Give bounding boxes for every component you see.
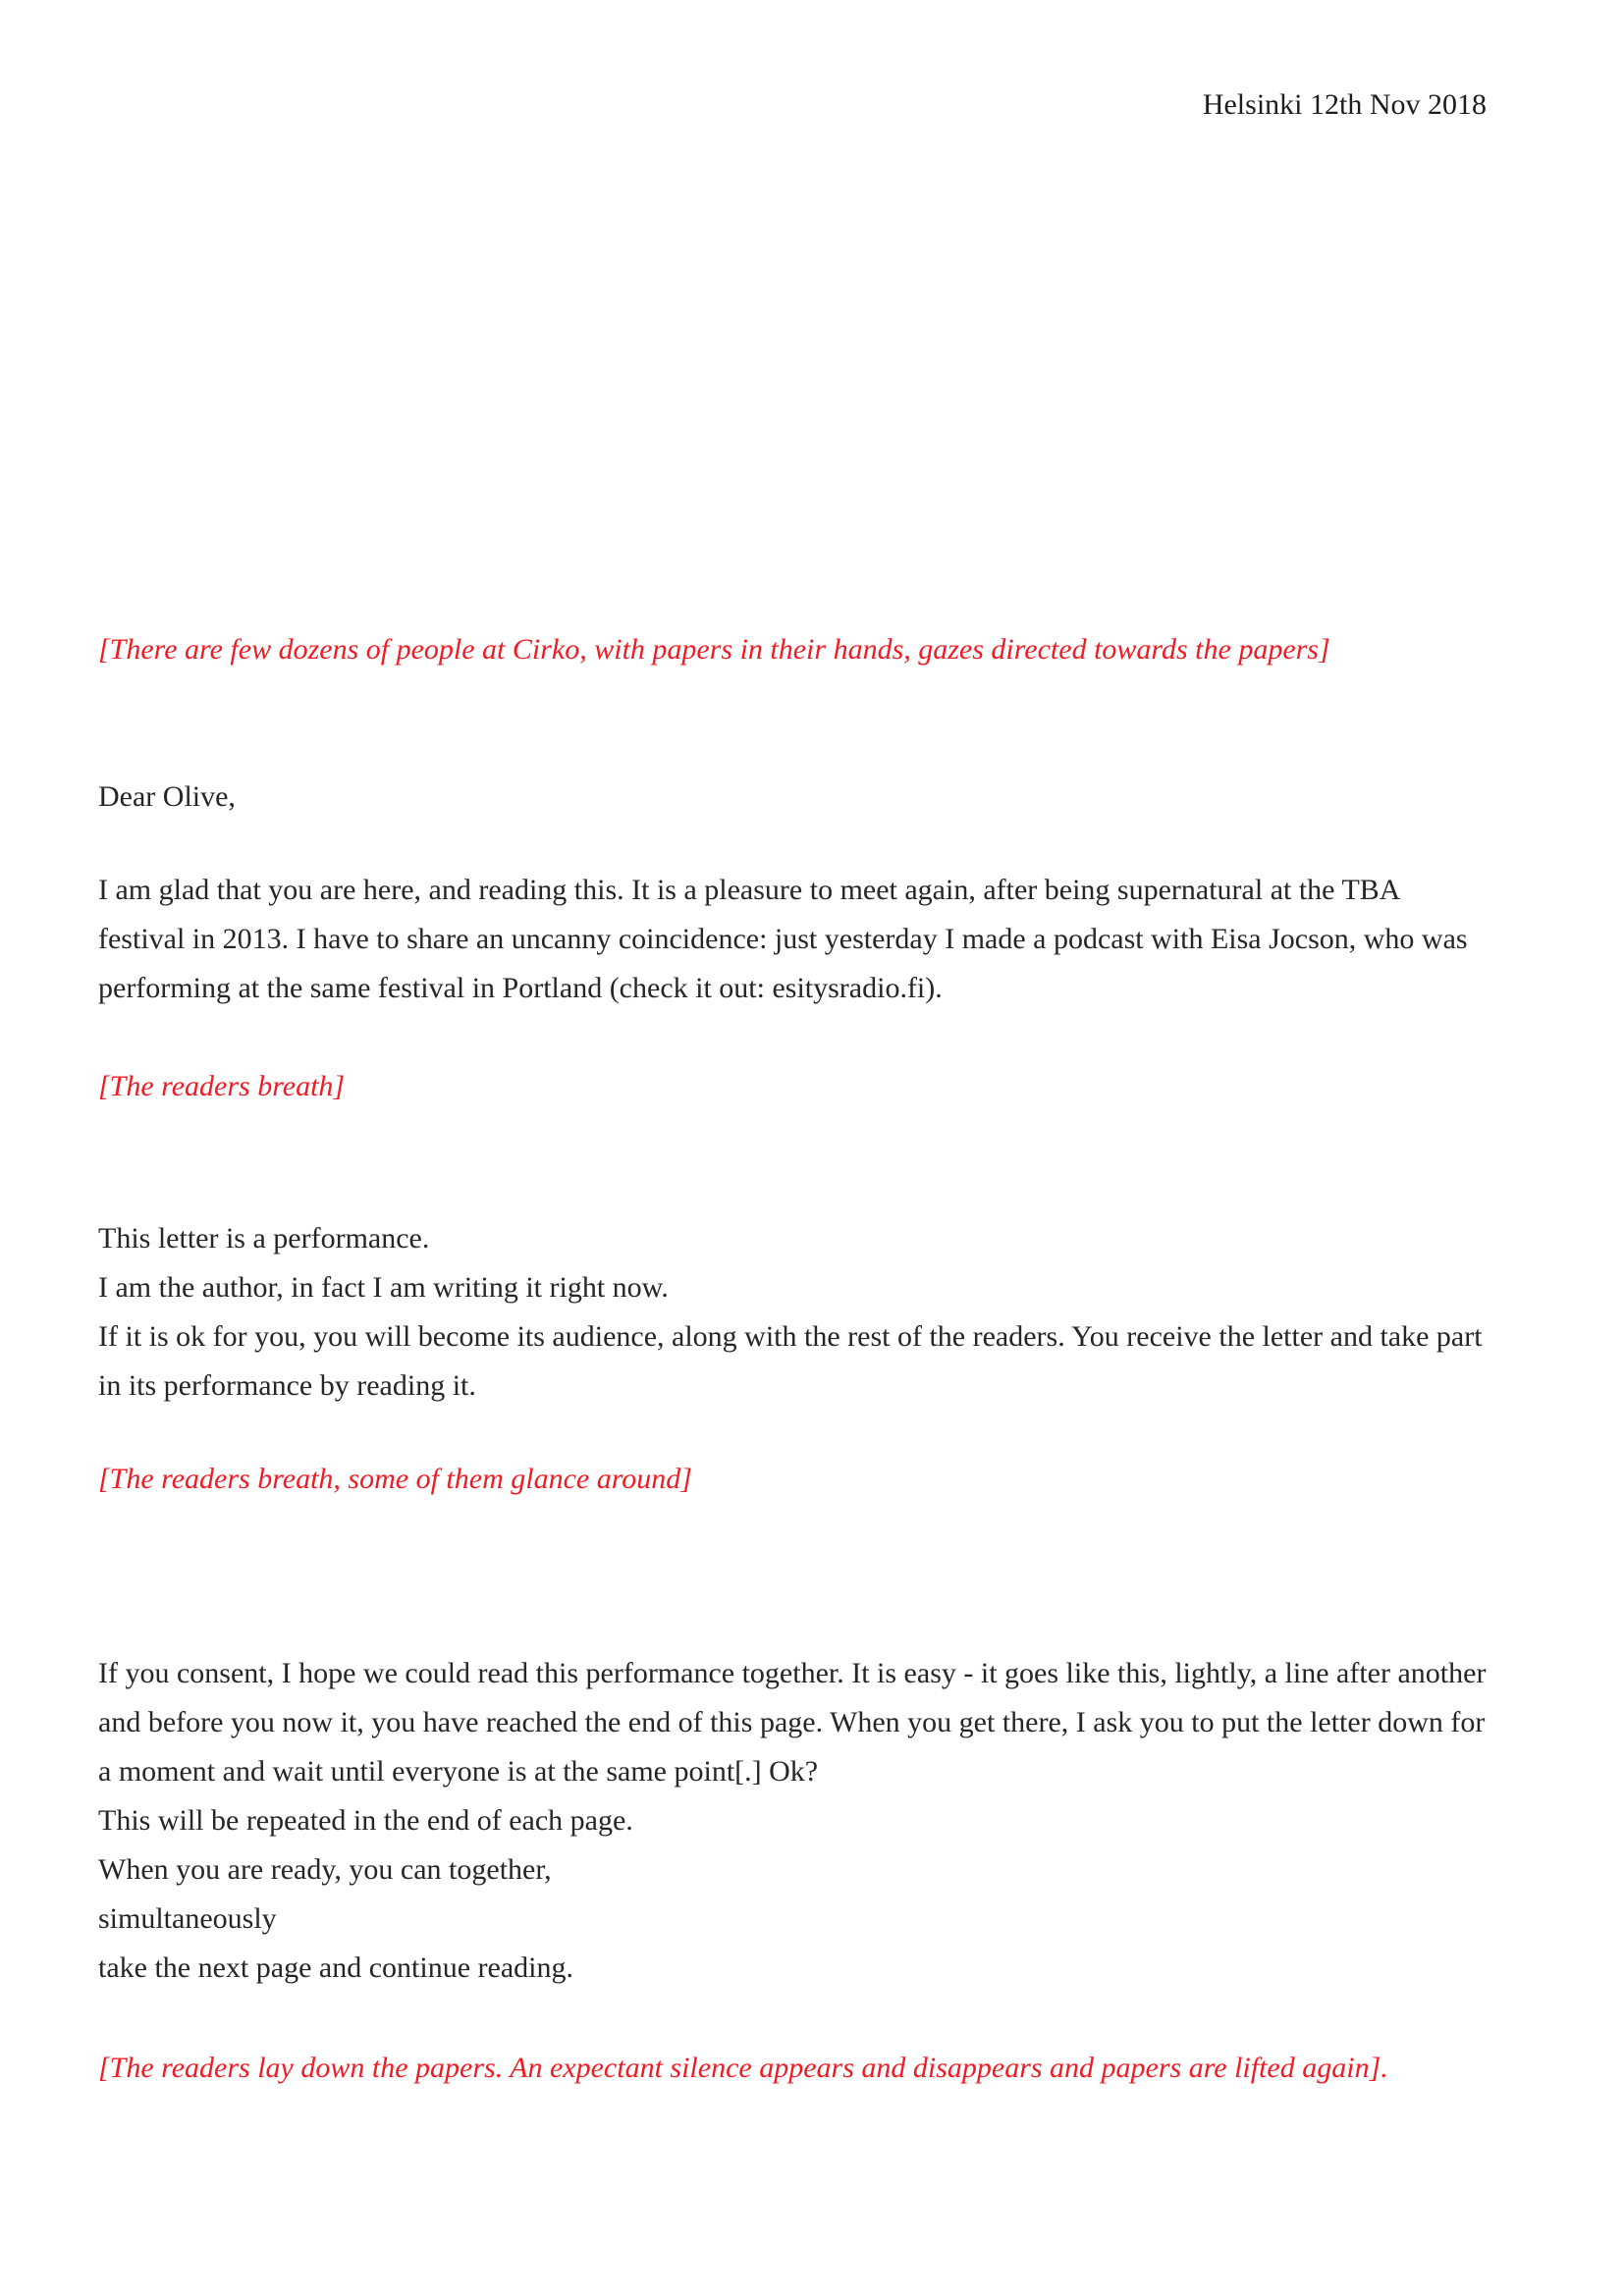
- letter-line: This letter is a performance.: [98, 1222, 430, 1255]
- stage-direction-closing: [The readers lay down the papers. An expectant silence appears and disappears and papers are lifted again].: [98, 2052, 1388, 2084]
- letter-instruction-block: [98, 1649, 1487, 1993]
- stage-direction-glance: [The readers breath, some of them glance around]: [98, 1463, 692, 1495]
- stage-direction-opening: [There are few dozens of people at Cirko, with papers in their hands, gazes directed towards the papers]: [98, 633, 1330, 666]
- letter-line: take the next page and continue reading.: [98, 1951, 573, 1984]
- letter-line: simultaneously: [98, 1902, 277, 1935]
- stage-direction-breath: [The readers breath]: [98, 1070, 346, 1102]
- letter-paragraph-intro: I am glad that you are here, and reading this. It is a pleasure to meet again, after being supernatural at the TBA festival in 2013. I have to share an uncanny coincidence: just yesterday I made a podcast with Eisa Jocson, who was performing at the same festival in Portland (check it out: esitysradio.fi).: [98, 874, 1468, 1004]
- letter-statement-block: [98, 1214, 1487, 1411]
- letter-greeting: Dear Olive,: [98, 780, 236, 813]
- letter-line: When you are ready, you can together,: [98, 1853, 552, 1886]
- letter-paragraph-consent: If you consent, I hope we could read this performance together. It is easy - it goes like this, lightly, a line after another and before you now it, you have reached the end of this page. When you get there, I ask you to put the letter down for a moment and wait until everyone is at the same point[.] Ok?: [98, 1657, 1487, 1788]
- letter-date: Helsinki 12th Nov 2018: [1202, 88, 1487, 121]
- letter-line: I am the author, in fact I am writing it right now.: [98, 1271, 669, 1304]
- letter-line: This will be repeated in the end of each page.: [98, 1804, 633, 1837]
- letter-line: If it is ok for you, you will become its audience, along with the rest of the readers. You receive the letter and take part in its performance by reading it.: [98, 1320, 1483, 1402]
